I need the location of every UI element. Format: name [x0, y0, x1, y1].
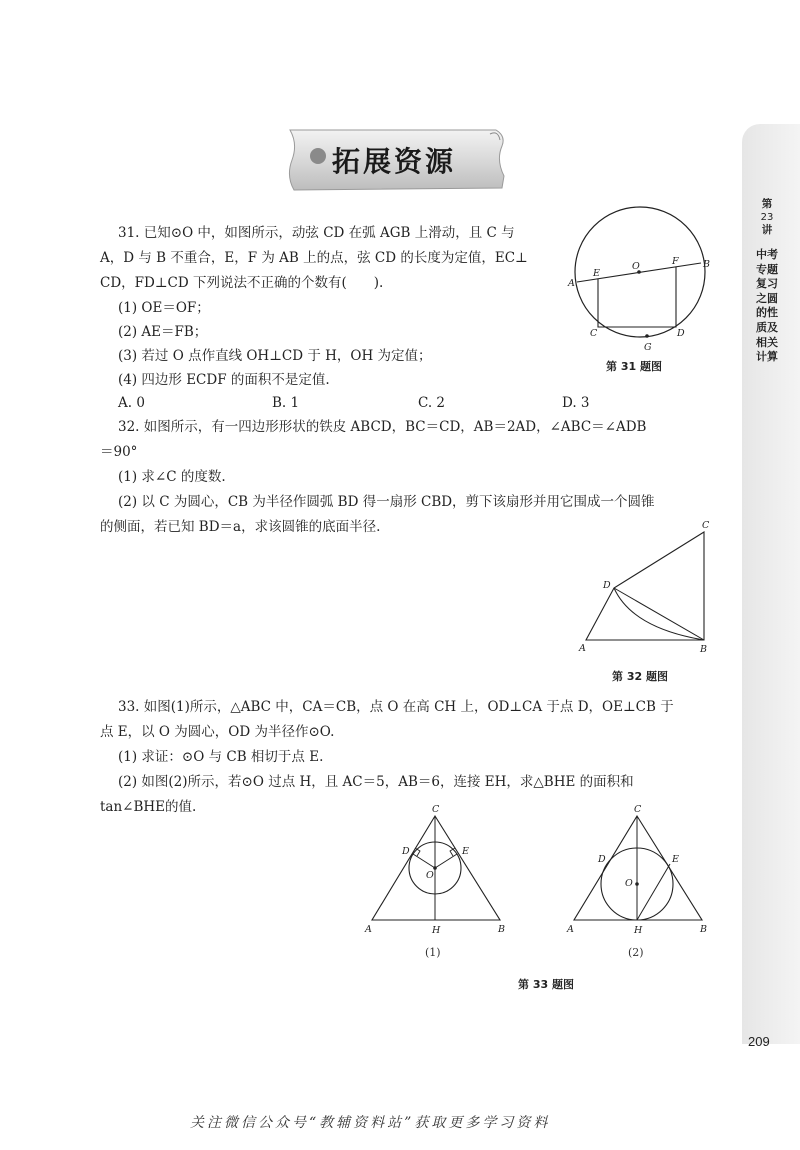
q33-fig2-label-b: B — [700, 924, 707, 935]
q32-label-a: A — [579, 643, 586, 654]
side-tab-title: 中考专题复习之圆的性质及相关计算 — [756, 248, 778, 364]
q31-figure — [560, 206, 720, 356]
banner-title: 拓展资源 — [332, 145, 457, 178]
q32-line-5: 的侧面，若已知 BD＝a，求该圆锥的底面半径. — [100, 519, 381, 535]
q33-fig1-label-c: C — [432, 804, 440, 815]
bullet-dot-icon — [310, 148, 326, 164]
q33-fig1-label-e: E — [462, 846, 469, 857]
q33-figure-caption: 第 33 题图 — [518, 978, 574, 991]
q33-fig2-label-o: O — [625, 878, 633, 889]
q32-figure — [574, 516, 722, 658]
q33-line-2: 点 E，以 O 为圆心，OD 为半径作⊙O. — [100, 724, 335, 740]
side-lesson-3: 讲 — [761, 224, 773, 236]
q31-line-5: (2) AE＝FB； — [118, 324, 208, 340]
q31-option-b: B. 1 — [272, 395, 300, 411]
q32-line-1: 32. 如图所示，有一四边形形状的铁皮 ABCD，BC＝CD，AB＝2AD，∠ABC＝∠ADB — [118, 419, 647, 435]
q31-line-7: (4) 四边形 ECDF 的面积不是定值. — [118, 372, 330, 388]
q33-fig2-label-a: A — [567, 924, 574, 935]
q31-line-3: CD，FD⊥CD 下列说法不正确的个数有( ). — [100, 275, 384, 291]
side-lesson-1: 第 — [761, 198, 773, 210]
q31-label-g: G — [644, 342, 652, 353]
page-number: 209 — [748, 1034, 770, 1049]
q33-fig1-label-o: O — [426, 870, 434, 881]
footer-note: 关注微信公众号“教辅资料站”获取更多学习资料 — [190, 1115, 551, 1131]
q33-figure-1 — [360, 802, 510, 940]
q31-line-6: (3) 若过 O 点作直线 OH⊥CD 于 H，OH 为定值； — [118, 348, 432, 364]
q33-fig1-label-a: A — [365, 924, 372, 935]
q33-fig2-label-e: E — [672, 854, 679, 865]
q31-label-d: D — [677, 328, 685, 339]
side-tab — [742, 124, 800, 1044]
q31-option-c: C. 2 — [418, 395, 446, 411]
q33-fig2-label-h: H — [634, 925, 643, 936]
q31-line-2: A，D 与 B 不重合，E，F 为 AB 上的点，弦 CD 的长度为定值，EC⊥ — [100, 250, 528, 266]
q32-line-4: (2) 以 C 为圆心，CB 为半径作圆弧 BD 得一扇形 CBD，剪下该扇形并用它围成一个圆锥 — [118, 494, 655, 510]
q32-line-3: (1) 求∠C 的度数. — [118, 469, 226, 485]
q33-fig2-label-d: D — [598, 854, 606, 865]
q31-figure-caption: 第 31 题图 — [606, 360, 662, 373]
section-banner — [284, 126, 512, 194]
q33-line-4: (2) 如图(2)所示，若⊙O 过点 H，且 AC＝5，AB＝6，连接 EH，求△BHE 的面积和 — [118, 774, 634, 790]
q31-label-b: B — [703, 259, 710, 270]
q31-label-a: A — [568, 278, 575, 289]
q33-line-5: tan∠BHE的值. — [100, 799, 197, 815]
q31-label-f: F — [672, 256, 679, 267]
q33-fig1-label-h: H — [432, 925, 441, 936]
q31-label-o: O — [632, 261, 640, 272]
q33-fig2-label-c: C — [634, 804, 642, 815]
q31-label-c: C — [590, 328, 598, 339]
q32-label-b: B — [700, 644, 707, 655]
side-lesson-2: 23 — [760, 212, 774, 223]
q31-line-1: 31. 已知⊙O 中，如图所示，动弦 CD 在弧 AGB 上滑动，且 C 与 — [118, 225, 515, 241]
q31-option-a: A. 0 — [118, 395, 145, 411]
q32-figure-caption: 第 32 题图 — [612, 670, 668, 683]
q33-fig1-label-b: B — [498, 924, 505, 935]
side-tab-lesson — [756, 198, 778, 237]
q31-label-e: E — [593, 268, 600, 279]
q33-line-3: (1) 求证：⊙O 与 CB 相切于点 E. — [118, 749, 324, 765]
q33-figure-2 — [562, 802, 712, 940]
q33-sub-caption-2: (2) — [628, 946, 644, 959]
q32-label-d: D — [603, 580, 611, 591]
q31-option-d: D. 3 — [562, 395, 590, 411]
q33-fig1-label-d: D — [402, 846, 410, 857]
q33-sub-caption-1: (1) — [425, 946, 441, 959]
q32-line-2: ＝90° — [100, 444, 138, 460]
q31-line-4: (1) OE＝OF； — [118, 300, 210, 316]
q32-label-c: C — [702, 520, 710, 531]
q33-line-1: 33. 如图(1)所示，△ABC 中，CA＝CB，点 O 在高 CH 上，OD⊥CA 于点 D，OE⊥CB 于 — [118, 699, 674, 715]
